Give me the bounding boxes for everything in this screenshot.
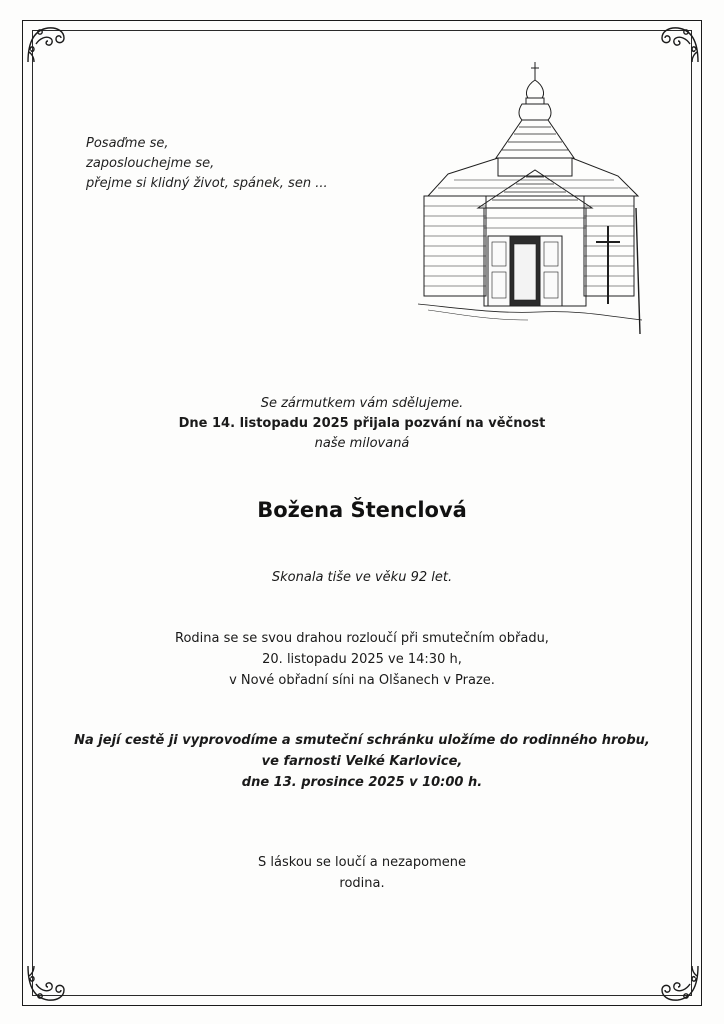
corner-ornament-icon [656,960,702,1006]
farewell-signature [40,852,684,894]
intro-line: Se zármutkem vám sdělujeme. [260,396,464,411]
ceremony-line: v Nové obřadní síni na Olšanech v Praze. [229,673,495,688]
farewell-line: rodina. [339,876,385,891]
corner-ornament-icon [24,960,70,1006]
announcement-intro [40,394,684,454]
death-date-line: Dne 14. listopadu 2025 přijala pozvání na věčnost [178,416,546,431]
corner-ornament-icon [24,22,70,68]
farewell-line: S láskou se loučí a nezapomene [258,855,466,870]
poem-line: přejme si klidný život, spánek, sen ... [86,176,328,191]
corner-ornament-icon [656,22,702,68]
burial-details [40,730,684,793]
poem-line: zaposlouchejme se, [86,156,215,171]
burial-line: dne 13. prosince 2025 v 10:00 h. [241,775,483,790]
wooden-church-illustration-icon [418,58,644,338]
poem-verse [86,134,328,194]
deceased-name: Božena Štenclová [257,498,467,522]
ceremony-details [40,628,684,691]
poem-line: Posaďme se, [86,136,169,151]
burial-line: ve farnosti Velké Karlovice, [261,754,463,769]
ceremony-line: 20. listopadu 2025 ve 14:30 h, [262,652,462,667]
burial-line: Na její cestě ji vyprovodíme a smuteční schránku uložíme do rodinného hrobu, [74,733,650,748]
ceremony-line: Rodina se se svou drahou rozloučí při smutečním obřadu, [175,631,549,646]
intro-line: naše milovaná [314,436,410,451]
age-statement: Skonala tiše ve věku 92 let. [271,570,453,585]
